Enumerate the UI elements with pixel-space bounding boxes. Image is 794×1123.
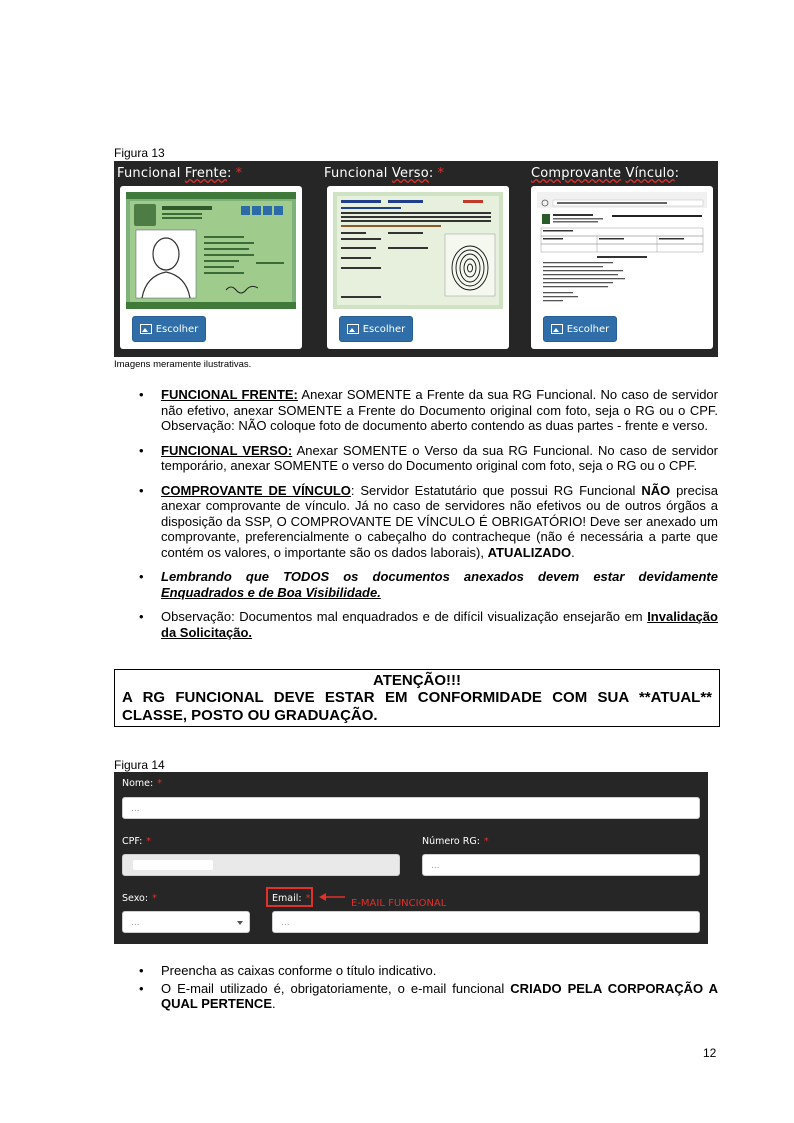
form-instructions-list [136,963,718,1012]
sexo-label: Sexo: * [122,893,157,904]
figure-14-form-panel [114,772,708,944]
sexo-select[interactable] [122,911,250,933]
figure-13-upload-panel [114,161,718,357]
numero-rg-label: Número RG: * [422,836,489,847]
image-icon [551,324,563,334]
illustrative-note: Imagens meramente ilustrativas. [114,359,252,370]
escolher-button-verso[interactable] [339,316,413,342]
email-input[interactable]: ... [272,911,700,933]
cpf-redacted-value [133,860,213,870]
escolher-button-label: Escolher [155,323,199,335]
attention-text: A RG FUNCIONAL DEVE ESTAR EM CONFORMIDADE COM SUA **ATUAL** CLASSE, POSTO OU GRADUAÇÃO. [122,689,712,724]
cpf-input[interactable] [122,854,400,876]
instructions-list [136,387,718,640]
funcional-frente-label: Funcional Frente: * [117,166,243,181]
email-funcional-annotation: E-MAIL FUNCIONAL [351,898,447,909]
comprovante-vinculo-label: Comprovante Vínculo: [531,166,680,181]
escolher-button-vinculo[interactable] [543,316,617,342]
nome-input[interactable]: ... [122,797,700,819]
escolher-button-label: Escolher [566,323,610,335]
figure-13-caption: Figura 13 [114,146,165,160]
upload-card-vinculo [531,186,713,349]
figure-14-caption: Figura 14 [114,758,165,772]
list-item: • COMPROVANTE DE VÍNCULO: Servidor Estatutário que possui RG Funcional NÃO precisa anexar comprovante de vínculo. Já no caso de servidores não efetivos ou de outros órgãos a disposição da SSP, O COMPROVANTE DE VÍNCULO É OBRIGATÓRIO! Deve ser anexado um comprovante, preferencialmente o cabeçalho do contracheque (não é necessária a parte que contém os valores, o importante são os dados laborais), ATUALIZADO. [139,482,718,560]
list-item: • Observação: Documentos mal enquadrados e de difícil visualização ensejarão em Invalidação da Solicitação. [139,609,718,640]
upload-card-verso [327,186,509,349]
funcional-verso-label: Funcional Verso: * [324,166,445,181]
arrow-left-icon [319,893,345,901]
list-item: • Preencha as caixas conforme o título indicativo. [139,963,437,978]
numero-rg-input[interactable]: ... [422,854,700,876]
list-item: • FUNCIONAL FRENTE: Anexar SOMENTE a Frente da sua RG Funcional. No caso de servidor não efetivo, anexar SOMENTE a Frente do Documento original com foto, seja o RG ou o CPF. Observação: NÃO coloque foto de documento aberto contendo as duas partes - frente e verso. [139,387,718,433]
email-label: Email: * [272,893,311,904]
sexo-select-value: ... [131,918,140,928]
id-back-image [333,192,503,309]
image-icon [140,324,152,334]
page-number: 12 [703,1046,717,1060]
payslip-image [537,192,707,309]
upload-card-frente [120,186,302,349]
nome-label: Nome: * [122,778,162,789]
list-item: • Lembrando que TODOS os documentos anexados devem estar devidamente Enquadrados e de Boa Visibilidade. [139,569,718,600]
list-item: • FUNCIONAL VERSO: Anexar SOMENTE o Verso da sua RG Funcional. No caso de servidor temporário, anexar SOMENTE o verso do Documento original com foto, seja o RG ou o CPF. [139,442,719,473]
escolher-button-frente[interactable] [132,316,206,342]
id-front-image [126,192,296,309]
cpf-label: CPF: * [122,836,152,847]
image-icon [347,324,359,334]
chevron-down-icon [237,921,243,925]
attention-box [114,669,720,727]
attention-title: ATENÇÃO!!! [372,672,462,689]
escolher-button-label: Escolher [362,323,406,335]
list-item: • O E-mail utilizado é, obrigatoriamente, o e-mail funcional CRIADO PELA CORPORAÇÃO A QUAL PERTENCE. [139,980,718,1011]
